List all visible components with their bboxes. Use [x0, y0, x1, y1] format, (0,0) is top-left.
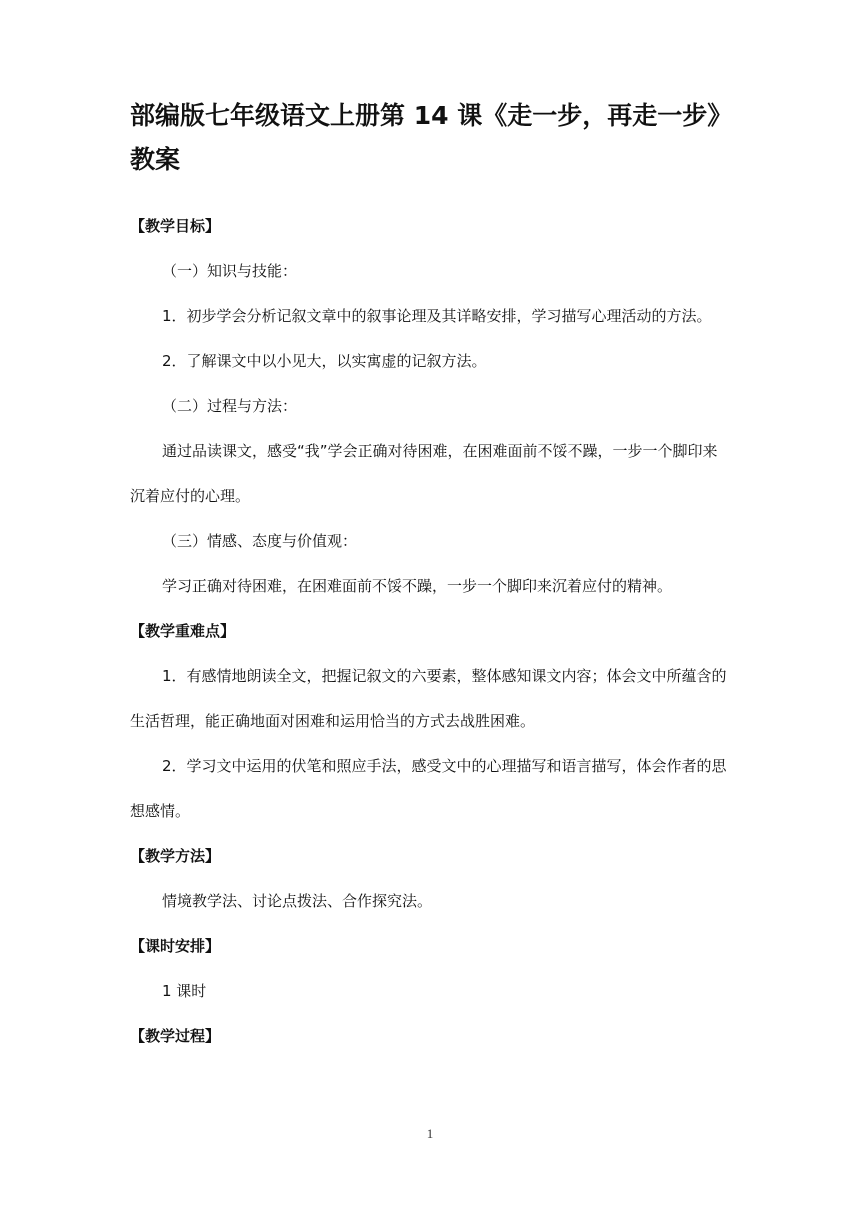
objective-item-2: 2．了解课文中以小见大，以实寓虚的记叙方法。 [162, 352, 487, 370]
key-point-item-1: 1．有感情地朗读全文，把握记叙文的六要素，整体感知课文内容；体会文中所蕴含的生活哲理，能正确地面对困难和运用恰当的方式去战胜困难。 [130, 667, 727, 730]
process-paragraph: 通过品读课文，感受“我”学会正确对待困难，在困难面前不馁不躁，一步一个脚印来沉着应付的心理。 [130, 442, 718, 505]
subheading-knowledge-skills: （一）知识与技能： [162, 262, 298, 280]
key-point-item-2: 2．学习文中运用的伏笔和照应手法，感受文中的心理描写和语言描写，体会作者的思想感情。 [130, 757, 727, 820]
subheading-emotion-values: （三）情感、态度与价值观： [162, 532, 358, 550]
section-heading-schedule: 【课时安排】 [130, 937, 221, 955]
page-number: 1 [426, 1126, 434, 1141]
methods-paragraph: 情境教学法、讨论点拨法、合作探究法。 [162, 892, 433, 910]
document-title: 部编版七年级语文上册第 14 课《走一步，再走一步》教案 [130, 101, 720, 174]
document-page [130, 94, 730, 1059]
section-heading-process: 【教学过程】 [130, 1027, 221, 1045]
section-heading-methods: 【教学方法】 [130, 847, 221, 865]
values-paragraph: 学习正确对待困难，在困难面前不馁不躁，一步一个脚印来沉着应付的精神。 [162, 577, 673, 595]
objective-item-1: 1．初步学会分析记叙文章中的叙事论理及其详略安排，学习描写心理活动的方法。 [162, 307, 712, 325]
subheading-process-method: （二）过程与方法： [162, 397, 298, 415]
section-heading-objectives: 【教学目标】 [130, 217, 221, 235]
schedule-paragraph: 1 课时 [162, 982, 207, 1000]
section-heading-key-points: 【教学重难点】 [130, 622, 236, 640]
